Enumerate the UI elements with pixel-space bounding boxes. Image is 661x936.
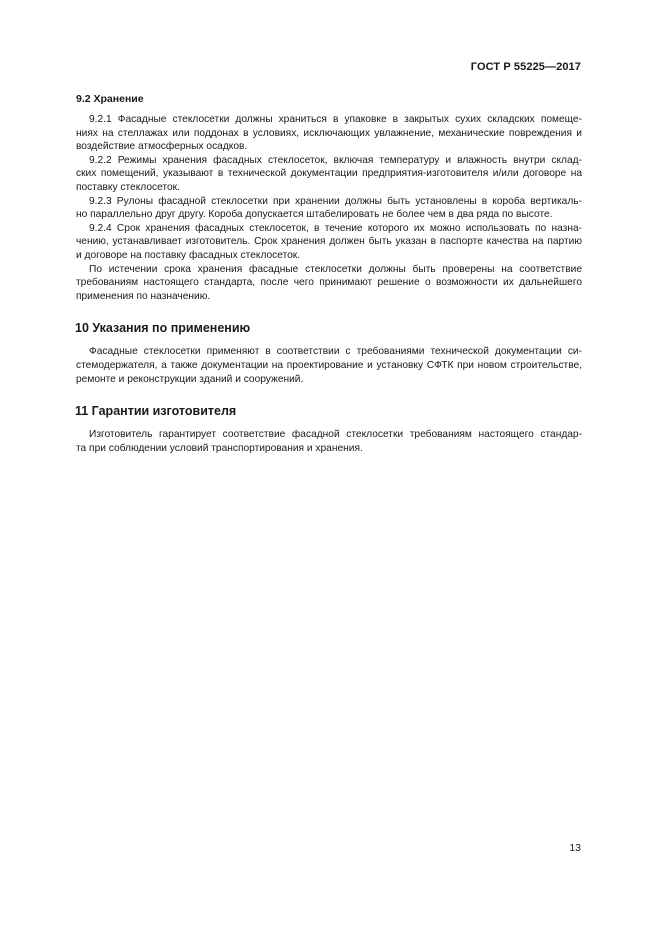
page-number: 13 [569,842,581,854]
text-line: и договоре на поставку фасадных стеклосеток. [76,249,301,261]
paragraph-9-2-4 [76,222,582,263]
paragraph-9-2-2 [76,154,582,195]
text-line: Изготовитель гарантирует соответствие фасадной стеклосетки требованиям настоящего стандар- [89,429,582,441]
text-line: воздействие атмосферных осадков. [76,141,248,153]
text-line: 9.2.4 Срок хранения фасадных стеклосеток, в течение которого их можно использовать по назна- [89,222,582,234]
text-line: 9.2.1 Фасадные стеклосетки должны храниться в упаковке в закрытых сухих складских помеще- [89,114,582,125]
text-line: стемодержателя, а также документации на проектирование и установку СФТК при новом строительстве, [76,359,582,371]
section-10-title: 10 Указания по применению [75,321,251,336]
paragraph-11 [76,428,582,455]
paragraph-9-2-3 [76,195,582,222]
text-line: По истечении срока хранения фасадные стеклосетки должны быть проверены на соответствие [89,263,582,275]
page-content [76,93,582,455]
text-line: поставку стеклосеток. [76,181,180,193]
paragraph-9-2-expiry [76,263,582,304]
text-line: ских помещений, указывают в технической документации предприятия-изготовителя и/или договоре на [76,168,582,180]
paragraph-9-2-1 [76,113,582,154]
text-line: Фасадные стеклосетки применяют в соответствии с требованиями технической документации си- [89,346,582,358]
text-line: 9.2.3 Рулоны фасадной стеклосетки при хранении должны быть установлены в короба вертикаль- [89,195,582,207]
document-code: ГОСТ Р 55225—2017 [470,61,581,73]
text-line: ремонте и реконструкции зданий и сооружений. [76,373,304,385]
section-11-title: 11 Гарантии изготовителя [75,404,237,419]
text-line: требованиям настоящего стандарта, после чего принимают решение о возможности их дальнейшего [76,277,582,289]
text-line: 9.2.2 Режимы хранения фасадных стеклосеток, включая температуру и влажность внутри склад- [89,154,582,166]
paragraph-10 [76,345,582,386]
text-line: та при соблюдении условий транспортирования и хранения. [76,442,363,454]
text-line: применения по назначению. [76,290,211,302]
text-line: чению, устанавливает изготовитель. Срок хранения должен быть указан в паспорте качества на партию [76,236,582,248]
text-line: ниях на стеллажах или поддонах в условиях, исключающих увлажнение, механические повреждения и [76,127,582,139]
text-line: но параллельно друг другу. Короба допускается штабелировать не более чем в два ряда по высоте. [76,209,553,221]
section-9-2-title: 9.2 Хранение [76,93,144,105]
